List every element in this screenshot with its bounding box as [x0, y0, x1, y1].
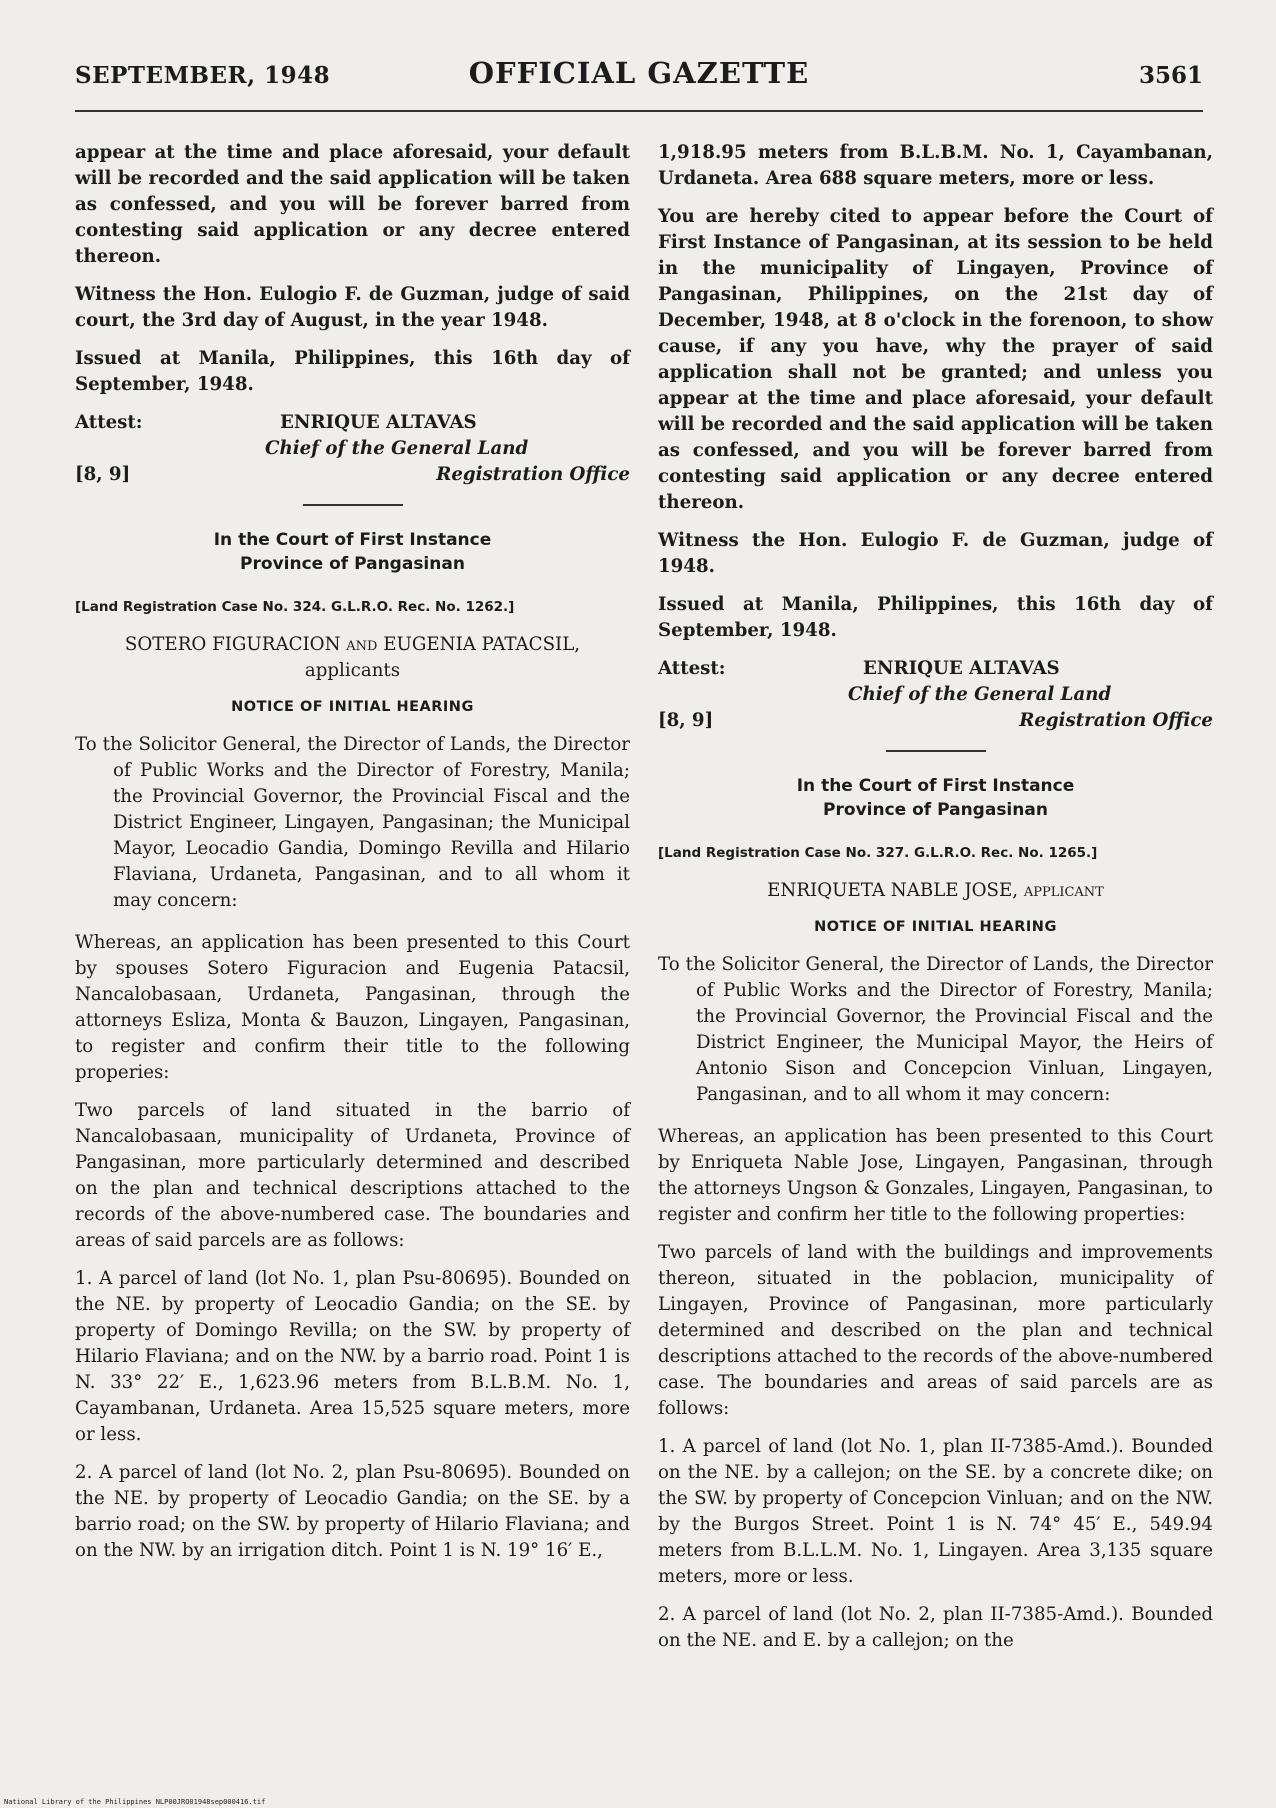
paragraph: 2. A parcel of land (lot No. 2, plan Psu-80695). Bounded on the NE. by property of Leocadio Gandia; on the SE. by a barrio road; on the SW. by property of Hilario Flaviana; and on the NW. by an irrigation ditch. Point 1 is N. 19° 16′ E.,	[75, 1462, 630, 1561]
attest-label: Attest:	[75, 412, 143, 433]
court-name: In the Court of First Instance	[796, 776, 1075, 796]
page-number: 3561	[1138, 62, 1203, 89]
case-number: [Land Registration Case No. 324. G.L.R.O. Rec. No. 1262.]	[75, 599, 515, 615]
page-header	[75, 56, 1203, 96]
signer-name: ENRIQUE ALTAVAS	[863, 658, 1060, 679]
section-divider	[303, 504, 403, 506]
issue-reference: [8, 9]	[658, 710, 714, 731]
issue-date: SEPTEMBER, 1948	[75, 62, 331, 89]
notice-title: NOTICE OF INITIAL HEARING	[814, 919, 1057, 935]
applicant-names: ENRIQUETA NABLE JOSE, applicant	[767, 880, 1104, 901]
notice-addressees: To the Solicitor General, the Director of Lands, the Director of Public Works and the Director of Forestry, Manila; the Provincial Governor, the Provincial Fiscal and the District Engineer, Lingayen, Pangasinan; the Municipal Mayor, Leocadio Gandia, Domingo Revilla and Hilario Flaviana, Urdaneta, Pangasinan, and to all whom it may concern:	[75, 734, 630, 911]
header-rule	[75, 110, 1203, 112]
signer-name: ENRIQUE ALTAVAS	[280, 412, 477, 433]
section-divider	[886, 750, 986, 752]
signer-title: Chief of the General Land	[848, 684, 1112, 705]
signer-office: Registration Office	[436, 464, 630, 485]
applicants	[75, 632, 630, 684]
publication-title: OFFICIAL GAZETTE	[468, 56, 810, 90]
paragraph: 1,918.95 meters from B.L.B.M. No. 1, Cayambanan, Urdaneta. Area 688 square meters, more or less.	[658, 142, 1213, 189]
paragraph: 1. A parcel of land (lot No. 1, plan II-7385-Amd.). Bounded on the NE. by a callejon; on the SE. by a concrete dike; on the SW. by property of Concepcion Vinluan; and on the NW. by the Burgos Street. Point 1 is N. 74° 45′ E., 549.94 meters from B.L.L.M. No. 1, Lingayen. Area 3,135 square meters, more or less.	[658, 1436, 1213, 1587]
court-name: In the Court of First Instance	[213, 530, 492, 550]
paragraph: Two parcels of land with the buildings and improvements thereon, situated in the poblacion, municipality of Lingayen, Province of Pangasinan, more particularly determined and described on the plan and technical descriptions attached to the records of the above-numbered case. The boundaries and areas of said parcels are as follows:	[658, 1242, 1213, 1419]
scan-footer: National Library of the Philippines NLP00JRO01948sep000416.tif	[4, 1798, 266, 1806]
attest-label: Attest:	[658, 658, 726, 679]
right-column	[658, 140, 1213, 1666]
issue-reference: [8, 9]	[75, 464, 131, 485]
applicant-role: applicants	[304, 660, 401, 681]
signer-title: Chief of the General Land	[265, 438, 529, 459]
notice-addressees: To the Solicitor General, the Director of Lands, the Director of Public Works and the Director of Forestry, Manila; the Provincial Governor, the Provincial Fiscal and the District Engineer, the Municipal Mayor, the Heirs of Antonio Sison and Concepcion Vinluan, Lingayen, Pangasinan, and to all whom it may concern:	[658, 954, 1213, 1105]
court-province: Province of Pangasinan	[823, 800, 1048, 820]
attestation-block	[658, 656, 1213, 736]
case-number: [Land Registration Case No. 327. G.L.R.O. Rec. No. 1265.]	[658, 845, 1098, 861]
court-province: Province of Pangasinan	[240, 554, 465, 574]
paragraph: Issued at Manila, Philippines, this 16th day of September, 1948.	[658, 594, 1213, 641]
paragraph: Witness the Hon. Eulogio F. de Guzman, judge of 1948.	[658, 530, 1213, 577]
paragraph: Witness the Hon. Eulogio F. de Guzman, judge of said court, the 3rd day of August, in the year 1948.	[75, 284, 630, 331]
court-heading	[75, 528, 630, 576]
court-heading	[658, 774, 1213, 822]
notice-title: NOTICE OF INITIAL HEARING	[231, 699, 474, 715]
applicant-names: SOTERO FIGURACION and EUGENIA PATACSIL,	[124, 634, 581, 655]
paragraph: Whereas, an application has been presented to this Court by Enriqueta Nable Jose, Lingayen, Pangasinan, through the attorneys Ungson & Gonzales, Lingayen, Pangasinan, to register and confirm her title to the following properties:	[658, 1126, 1213, 1225]
left-column	[75, 140, 630, 1576]
paragraph: Issued at Manila, Philippines, this 16th day of September, 1948.	[75, 348, 630, 395]
paragraph: You are hereby cited to appear before the Court of First Instance of Pangasinan, at its session to be held in the municipality of Lingayen, Province of Pangasinan, Philippines, on the 21st day of December, 1948, at 8 o'clock in the forenoon, to show cause, if any you have, why the prayer of said application shall not be granted; and unless you appear at the time and place aforesaid, your default will be recorded and the said application will be taken as confessed, and you will be forever barred from contesting said application or any decree entered thereon.	[658, 206, 1213, 513]
paragraph: 1. A parcel of land (lot No. 1, plan Psu-80695). Bounded on the NE. by property of Leocadio Gandia; on the SE. by property of Domingo Revilla; on the SW. by property of Hilario Flaviana; and on the NW. by a barrio road. Point 1 is N. 33° 22′ E., 1,623.96 meters from B.L.B.M. No. 1, Cayambanan, Urdaneta. Area 15,525 square meters, more or less.	[75, 1268, 630, 1445]
paragraph: Two parcels of land situated in the barrio of Nancalobasaan, municipality of Urdaneta, Province of Pangasinan, more particularly determined and described on the plan and technical descriptions attached to the records of the above-numbered case. The boundaries and areas of said parcels are as follows:	[75, 1100, 630, 1251]
paragraph: Whereas, an application has been presented to this Court by spouses Sotero Figuracion and Eugenia Patacsil, Nancalobasaan, Urdaneta, Pangasinan, through the attorneys Esliza, Monta & Bauzon, Lingayen, Pangasinan, to register and confirm their title to the following properies:	[75, 932, 630, 1083]
paragraph: appear at the time and place aforesaid, your default will be recorded and the said application will be taken as confessed, and you will be forever barred from contesting said application or any decree entered thereon.	[75, 142, 630, 267]
signer-office: Registration Office	[1019, 710, 1213, 731]
paragraph: 2. A parcel of land (lot No. 2, plan II-7385-Amd.). Bounded on the NE. and E. by a callejon; on the	[658, 1604, 1213, 1651]
attestation-block	[75, 410, 630, 490]
